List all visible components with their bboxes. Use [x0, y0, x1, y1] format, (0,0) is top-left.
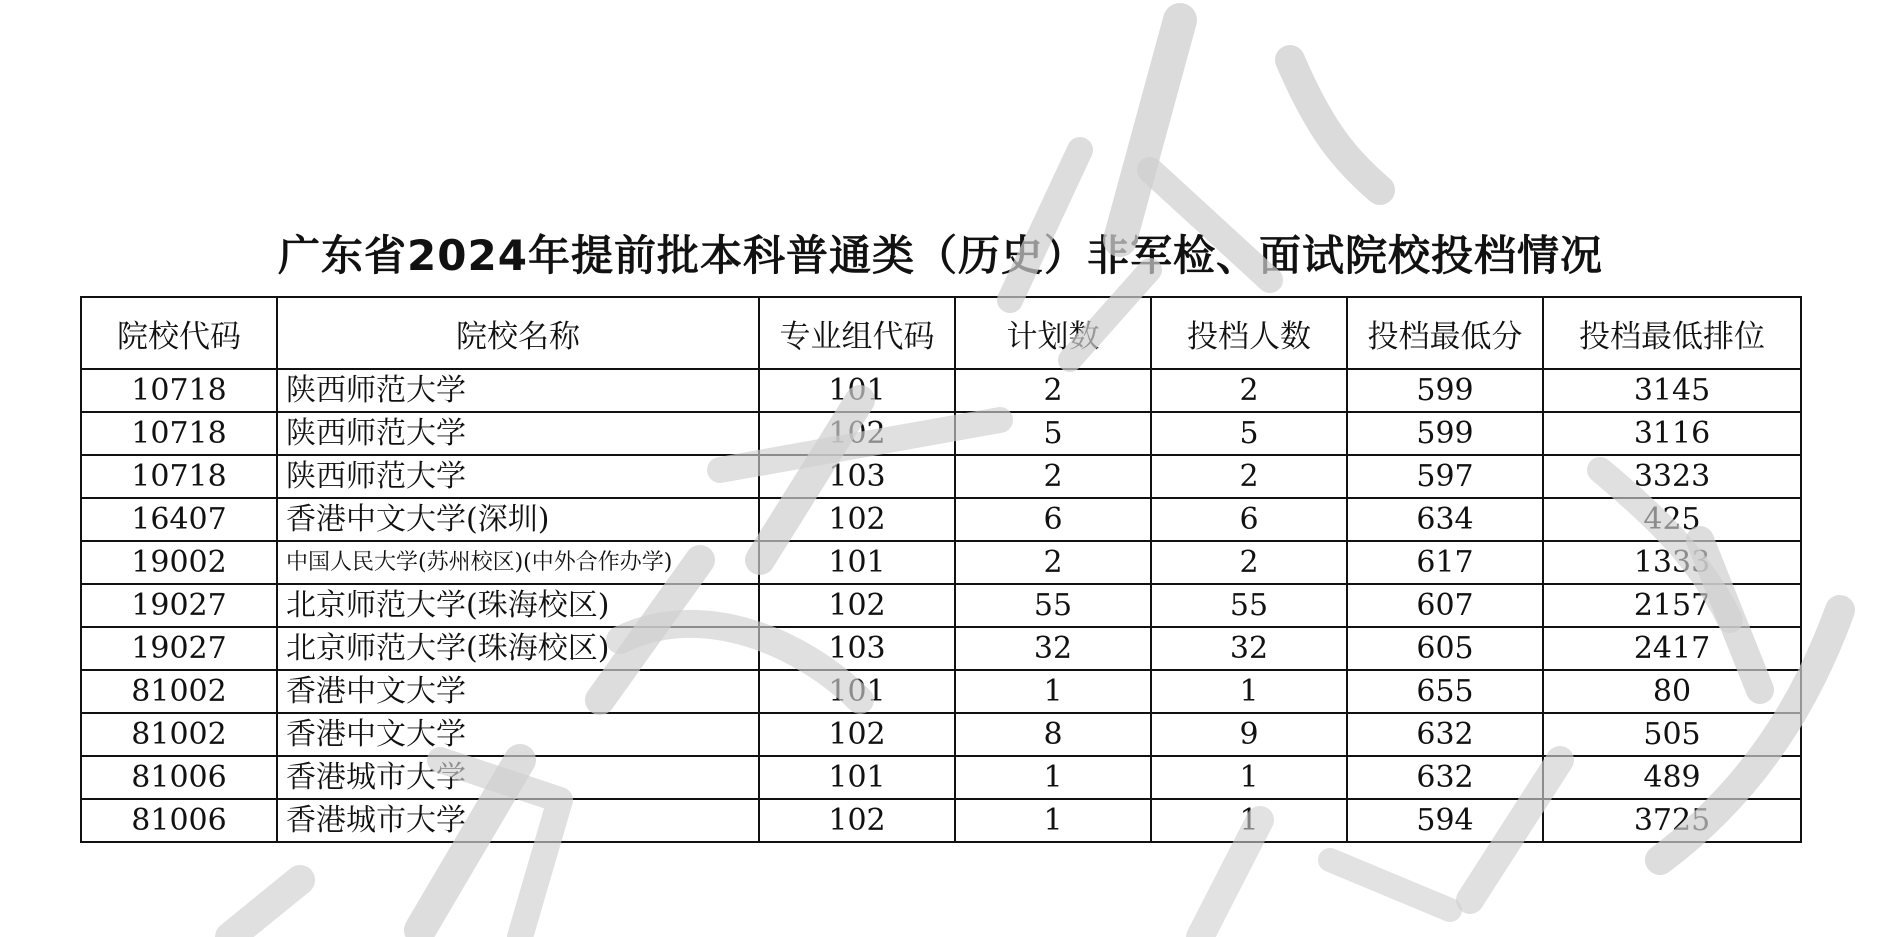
min-rank-cell: 3323 — [1543, 455, 1801, 498]
min-rank-cell: 2417 — [1543, 627, 1801, 670]
group-code-cell: 101 — [759, 670, 955, 713]
min-score-cell: 655 — [1347, 670, 1543, 713]
admitted-count-cell: 2 — [1151, 455, 1347, 498]
table-row — [81, 541, 1801, 584]
header-school-code: 院校代码 — [81, 297, 277, 369]
min-rank-cell: 3145 — [1543, 369, 1801, 412]
header-admitted-count: 投档人数 — [1151, 297, 1347, 369]
min-score-cell: 632 — [1347, 756, 1543, 799]
school-code-cell: 19027 — [81, 627, 277, 670]
min-rank-cell: 425 — [1543, 498, 1801, 541]
school-code-cell: 81002 — [81, 670, 277, 713]
header-group-code: 专业组代码 — [759, 297, 955, 369]
min-rank-cell: 2157 — [1543, 584, 1801, 627]
min-score-cell: 607 — [1347, 584, 1543, 627]
school-name-cell: 香港中文大学 — [277, 713, 759, 756]
plan-count-cell: 2 — [955, 455, 1151, 498]
table-row — [81, 713, 1801, 756]
watermark-stroke — [1330, 860, 1450, 910]
watermark-stroke — [230, 880, 300, 937]
school-code-cell: 19027 — [81, 584, 277, 627]
table-header-row — [81, 297, 1801, 369]
table-row — [81, 412, 1801, 455]
plan-count-cell: 2 — [955, 541, 1151, 584]
min-rank-cell: 80 — [1543, 670, 1801, 713]
admitted-count-cell: 2 — [1151, 369, 1347, 412]
school-name-cell: 香港城市大学 — [277, 799, 759, 842]
school-name-cell: 中国人民大学(苏州校区)(中外合作办学) — [277, 541, 759, 584]
min-score-cell: 632 — [1347, 713, 1543, 756]
school-name-cell: 香港城市大学 — [277, 756, 759, 799]
admitted-count-cell: 6 — [1151, 498, 1347, 541]
plan-count-cell: 55 — [955, 584, 1151, 627]
min-rank-cell: 505 — [1543, 713, 1801, 756]
min-score-cell: 594 — [1347, 799, 1543, 842]
min-rank-cell: 1333 — [1543, 541, 1801, 584]
school-code-cell: 19002 — [81, 541, 277, 584]
plan-count-cell: 1 — [955, 670, 1151, 713]
school-name-cell: 北京师范大学(珠海校区) — [277, 584, 759, 627]
school-name-cell: 香港中文大学 — [277, 670, 759, 713]
group-code-cell: 103 — [759, 455, 955, 498]
min-rank-cell: 489 — [1543, 756, 1801, 799]
group-code-cell: 103 — [759, 627, 955, 670]
plan-count-cell: 2 — [955, 369, 1151, 412]
admitted-count-cell: 55 — [1151, 584, 1347, 627]
table-row — [81, 670, 1801, 713]
school-code-cell: 10718 — [81, 369, 277, 412]
table-row — [81, 799, 1801, 842]
admitted-count-cell: 2 — [1151, 541, 1347, 584]
school-code-cell: 81006 — [81, 799, 277, 842]
table-row — [81, 369, 1801, 412]
group-code-cell: 102 — [759, 584, 955, 627]
min-score-cell: 597 — [1347, 455, 1543, 498]
min-rank-cell: 3116 — [1543, 412, 1801, 455]
min-score-cell: 605 — [1347, 627, 1543, 670]
header-school-name: 院校名称 — [277, 297, 759, 369]
group-code-cell: 101 — [759, 369, 955, 412]
plan-count-cell: 8 — [955, 713, 1151, 756]
school-name-cell: 陕西师范大学 — [277, 412, 759, 455]
group-code-cell: 102 — [759, 713, 955, 756]
school-code-cell: 16407 — [81, 498, 277, 541]
document-title: 广东省2024年提前批本科普通类（历史）非军检、面试院校投档情况 — [278, 231, 1603, 280]
min-score-cell: 599 — [1347, 369, 1543, 412]
school-name-cell: 香港中文大学(深圳) — [277, 498, 759, 541]
table-row — [81, 455, 1801, 498]
admitted-count-cell: 1 — [1151, 670, 1347, 713]
min-rank-cell: 3725 — [1543, 799, 1801, 842]
header-min-score: 投档最低分 — [1347, 297, 1543, 369]
plan-count-cell: 5 — [955, 412, 1151, 455]
min-score-cell: 617 — [1347, 541, 1543, 584]
plan-count-cell: 32 — [955, 627, 1151, 670]
watermark-stroke — [1290, 60, 1380, 190]
plan-count-cell: 1 — [955, 799, 1151, 842]
group-code-cell: 101 — [759, 756, 955, 799]
group-code-cell: 101 — [759, 541, 955, 584]
school-name-cell: 陕西师范大学 — [277, 369, 759, 412]
admitted-count-cell: 9 — [1151, 713, 1347, 756]
school-code-cell: 81006 — [81, 756, 277, 799]
min-score-cell: 599 — [1347, 412, 1543, 455]
admitted-count-cell: 32 — [1151, 627, 1347, 670]
admitted-count-cell: 5 — [1151, 412, 1347, 455]
school-name-cell: 陕西师范大学 — [277, 455, 759, 498]
table-row — [81, 627, 1801, 670]
watermark-stroke — [1120, 20, 1180, 240]
school-name-cell: 北京师范大学(珠海校区) — [277, 627, 759, 670]
group-code-cell: 102 — [759, 799, 955, 842]
min-score-cell: 634 — [1347, 498, 1543, 541]
admitted-count-cell: 1 — [1151, 756, 1347, 799]
admitted-count-cell: 1 — [1151, 799, 1347, 842]
plan-count-cell: 1 — [955, 756, 1151, 799]
group-code-cell: 102 — [759, 412, 955, 455]
header-min-rank: 投档最低排位 — [1543, 297, 1801, 369]
plan-count-cell: 6 — [955, 498, 1151, 541]
table-row — [81, 498, 1801, 541]
school-code-cell: 10718 — [81, 455, 277, 498]
group-code-cell: 102 — [759, 498, 955, 541]
admission-table — [80, 296, 1802, 843]
table-row — [81, 756, 1801, 799]
header-plan-count: 计划数 — [955, 297, 1151, 369]
school-code-cell: 81002 — [81, 713, 277, 756]
school-code-cell: 10718 — [81, 412, 277, 455]
table-row — [81, 584, 1801, 627]
